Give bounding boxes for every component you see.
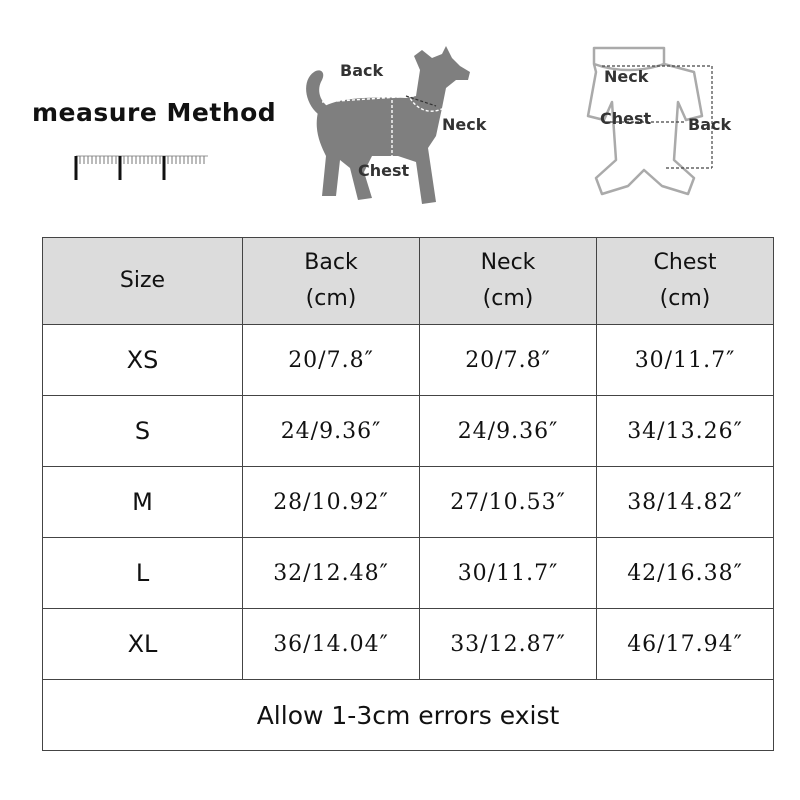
neck-cell: 27/10.53″: [420, 467, 597, 538]
back-cell: 32/12.48″: [243, 538, 420, 609]
header-size: Size: [43, 238, 243, 325]
back-cell: 36/14.04″: [243, 609, 420, 680]
dog-measurement-diagram: [296, 36, 496, 211]
neck-cell: 33/12.87″: [420, 609, 597, 680]
back-cell: 24/9.36″: [243, 396, 420, 467]
size-cell: M: [43, 467, 243, 538]
dog-chest-label: Chest: [358, 161, 410, 180]
error-tolerance-note: Allow 1-3cm errors exist: [43, 680, 774, 751]
page-title: measure Method: [32, 98, 277, 127]
dog-back-label: Back: [340, 61, 384, 80]
garment-measurement-diagram: [546, 42, 742, 212]
table-row: [43, 325, 774, 396]
header-neck: Neck (cm): [420, 238, 597, 325]
neck-cell: 24/9.36″: [420, 396, 597, 467]
table-row: [43, 538, 774, 609]
chest-cell: 30/11.7″: [597, 325, 774, 396]
garment-neck-label: Neck: [604, 67, 649, 86]
chest-cell: 34/13.26″: [597, 396, 774, 467]
table-row: [43, 467, 774, 538]
dog-neck-label: Neck: [442, 115, 487, 134]
size-cell: S: [43, 396, 243, 467]
neck-cell: 30/11.7″: [420, 538, 597, 609]
size-chart-table: [42, 237, 774, 751]
header-chest: Chest (cm): [597, 238, 774, 325]
table-header-row: [43, 238, 774, 325]
garment-chest-label: Chest: [600, 109, 652, 128]
chest-cell: 38/14.82″: [597, 467, 774, 538]
table-row: [43, 396, 774, 467]
header-back: Back (cm): [243, 238, 420, 325]
table-note-row: [43, 680, 774, 751]
chest-cell: 42/16.38″: [597, 538, 774, 609]
size-cell: XS: [43, 325, 243, 396]
garment-back-label: Back: [688, 115, 732, 134]
back-cell: 20/7.8″: [243, 325, 420, 396]
ruler-icon: [72, 150, 212, 184]
table-row: [43, 609, 774, 680]
size-cell: L: [43, 538, 243, 609]
neck-cell: 20/7.8″: [420, 325, 597, 396]
size-cell: XL: [43, 609, 243, 680]
chest-cell: 46/17.94″: [597, 609, 774, 680]
back-cell: 28/10.92″: [243, 467, 420, 538]
